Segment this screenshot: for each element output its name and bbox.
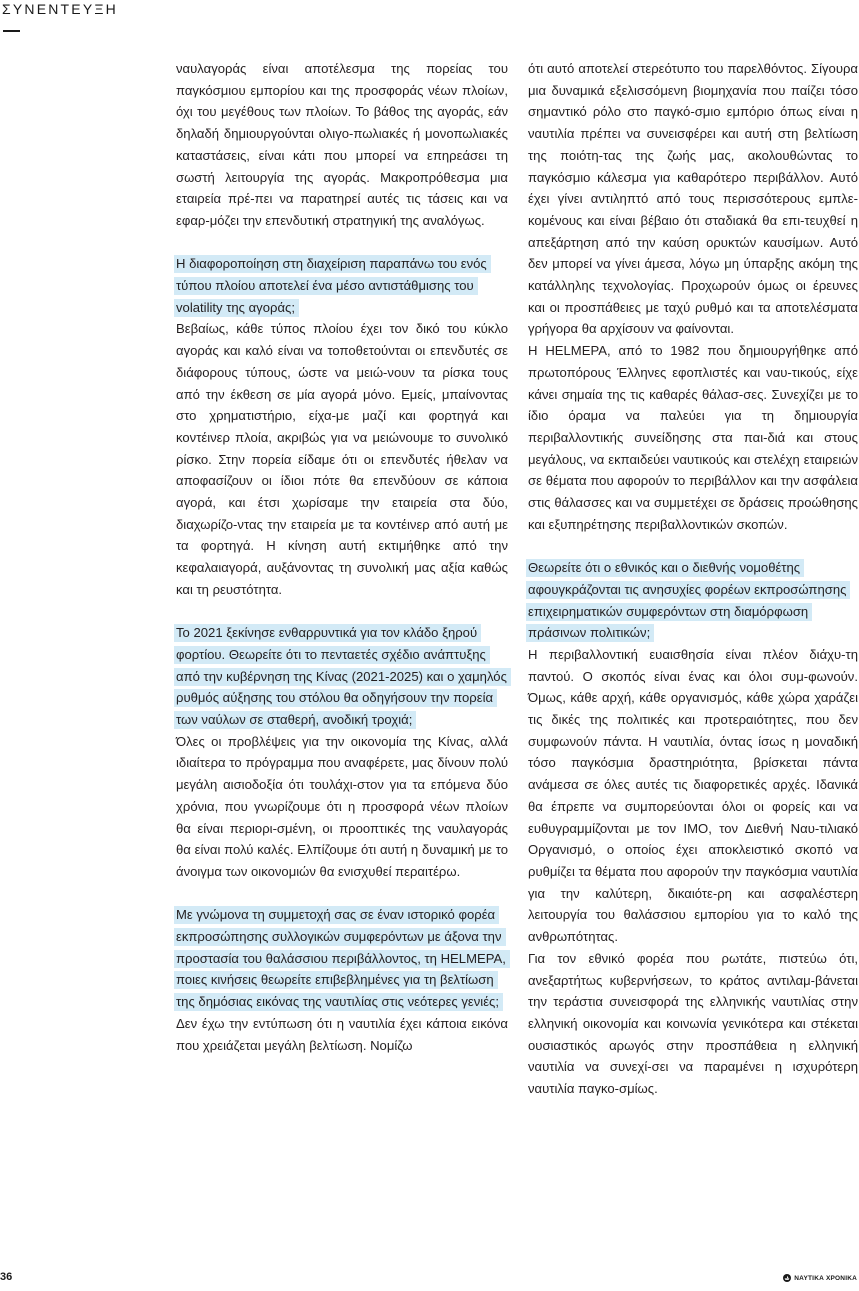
right-column: [528, 58, 858, 1100]
question-text: Το 2021 ξεκίνησε ενθαρρυντικά για τον κλάδο ξηρού φορτίου. Θεωρείτε ότι το πενταετές σχέδιο ανάπτυξης από την κυβέρνηση της Κίνας (2021-2025) και ο χαμηλός ρυθμός αύξησης του στόλου θα οδηγήσουν την πορεία των ναύλων σε σταθερή, ανοδική τροχιά;: [176, 625, 507, 728]
question-text: Θεωρείτε ότι ο εθνικός και ο διεθνής νομοθέτης αφουγκράζονται τις ανησυχίες φορέων εκπροσώπησης επιχειρηματικών συμφερόντων στη διαμόρφωση πράσινων πολιτικών;: [528, 560, 847, 641]
interview-question: [176, 904, 508, 1013]
interview-question: [528, 557, 858, 644]
question-text: Η διαφοροποίηση στη διαχείριση παραπάνω του ενός τύπου πλοίου αποτελεί ένα μέσο αντιστάθμισης του volatility της αγοράς;: [176, 256, 487, 315]
left-column: [176, 58, 508, 1056]
answer-paragraph: Για τον εθνικό φορέα που ρωτάτε, πιστεύω ότι, ανεξαρτήτως κυβερνήσεων, το κράτος αντιλαμ-βάνεται την τεράστια συνεισφορά της ελληνικής ναυτιλίας στην ελληνική οικονομία και κοινωνία γενικότερα και στέκεται ουσιαστικός αρωγός στην προσπάθεια η ελληνική ναυτιλία να συνεχί-σει να παραμένει η ισχυρότερη ναυτιλία παγκο-σμίως.: [528, 950, 858, 1097]
answer-paragraph: Η HELMEPA, από το 1982 που δημιουργήθηκε από πρωτοπόρους Έλληνες εφοπλιστές και ναυ-τικούς, είχε κάνει σημαία της τις καθαρές θάλασ-σες. Συνεχίζει με το ίδιο όραμα να παλεύει για τη δημιουργία περιβαλλοντικής συνείδησης στα παι-διά και στους μεγάλους, να εκπαιδεύει ναυτικούς και στελέχη εταιρειών σε θέματα που αφορούν το περιβάλλον και την ασφάλεια στις θάλασσες και να συμμετέχει σε δράσεις προώθησης και εξυπηρέτησης περιβαλλοντικών σκοπών.: [528, 343, 858, 532]
ship-logo-icon: [783, 1274, 791, 1282]
answer-paragraph: ότι αυτό αποτελεί στερεότυπο του παρελθόντος. Σίγουρα μια δυναμικά εξελισσόμενη βιομηχανία που παίζει τόσο σημαντικό ρόλο στο παγκό-σμιο εμπόριο όπως είναι η ναυτιλία πρέπει να συνεισφέρει και αυτή στη βελτίωση της ποιότη-τας της ζωής μας, ακολουθώντας το παγκόσμιο κάλεσμα για καθαρότερο περιβάλλον. Αυτό έχει γίνει αντιληπτό από τους περισσότερους εμπλε-κομένους και είναι βέβαιο ότι σταδιακά θα επι-τευχθεί η απεξάρτηση από την καύση ορυκτών καυσίμων. Αυτό δεν μπορεί να γίνει άμεσα, λόγω μη ύπαρξης ακόμη της κατάλληλης τεχνολογίας. Προχωρούν όμως οι έρευνες και οι προσπάθειες με ταχύ ρυθμό και τα αποτελέσματα γρήγορα θα αρχίσουν να φαίνονται.: [528, 61, 858, 337]
section-label: ΣΥΝΕΝΤΕΥΞΗ: [2, 1, 118, 17]
answer-paragraph: ναυλαγοράς είναι αποτέλεσμα της πορείας του παγκόσμιου εμπορίου και της προσφοράς νέων πλοίων, όχι του μεγέθους των πλοίων. Το βάθος της αγοράς, εάν δηλαδή δημιουργούνται ολιγο-πωλιακές ή μονοπωλιακές καταστάσεις, είναι κάτι που μπορεί να επηρεάσει τη σωστή λειτουργία της αγοράς. Μακροπρόθεσμα μια εταιρεία πρέ-πει να παρατηρεί αυτές τις τάσεις και να εφαρ-μόζει την επενδυτική στρατηγική της αναλόγως.: [176, 61, 508, 228]
page-number: 36: [0, 1271, 13, 1283]
publication-brand: [783, 1274, 857, 1282]
interview-question: [176, 253, 508, 318]
section-divider: [3, 30, 20, 32]
answer-paragraph: Όλες οι προβλέψεις για την οικονομία της Κίνας, αλλά ιδιαίτερα το πρόγραμμα που αναφέρετε, μας δίνουν πολύ μεγάλη αισιοδοξία ότι τουλάχι-στον για τα επόμενα δύο χρόνια, που γνωρίζουμε ότι η προσφορά νέων πλοίων θα είναι περιορι-σμένη, οι προοπτικές της ναυλαγοράς θα είναι πολύ καλές. Ελπίζουμε ότι αυτή η δυναμική με το άνοιγμα των οικονομιών θα ενισχυθεί περαιτέρω.: [176, 733, 508, 879]
answer-paragraph: Δεν έχω την εντύπωση ότι η ναυτιλία έχει κάποια εικόνα που χρειάζεται μεγάλη βελτίωση. Νομίζω: [176, 1015, 508, 1053]
brand-name: ΝΑΥΤΙΚΑ ΧΡΟΝΙΚΑ: [794, 1274, 857, 1282]
answer-paragraph: Βεβαίως, κάθε τύπος πλοίου έχει τον δικό του κύκλο αγοράς και καλό είναι να τοποθετούνται οι επενδυτές σε διάφορους τύπους, ώστε να μειώ-νουν τα ρίσκα τους από την έκθεση σε μία αγορά μόνο. Εμείς, μπαίνοντας στο χρηματιστήριο, είχα-με μαζί και φορτηγά και κοντέινερ πλοία, ακριβώς για να μειώνουμε το συνολικό ρίσκο. Στην πορεία είδαμε ότι οι επενδυτές ήθελαν να αποφασίζουν οι ίδιοι πότε θα επενδύουν σε κάποια αγορά, και έτσι χωρίσαμε την εταιρεία στα δύο, διαχωρίζο-ντας την εταιρεία με τα κοντέινερ από αυτή με τα φορτηγά. Η κίνηση αυτή εκτιμήθηκε από την κεφαλαιαγορά, αυξάνοντας τη συνολική μας αξία καθώς και τη ρευστότητα.: [176, 321, 508, 597]
answer-paragraph: Η περιβαλλοντική ευαισθησία είναι πλέον διάχυ-τη παντού. Ο σκοπός είναι ένας και όλοι συμ-φωνούν. Όμως, κάθε αρχή, κάθε οργανισμός, κάθε χώρα χαράζει τις δικές της πολιτικές και προτεραιότητες, που δεν συμφωνούν πάντα. Η ναυτιλία, όντας ίσως η μοναδική τόσο παγκόσμια δραστηριότητα, βρίσκεται πάντα ανάμεσα σε όλες αυτές τις διαφορετικές αρχές. Ιδανικά θα έπρεπε να συμπορεύονται όλοι οι φορείς και να ευθυγραμμίζονται με τον ΙΜΟ, τον Διεθνή Ναυ-τιλιακό Οργανισμό, ο οποίος έχει αποκλειστικό σκοπό να ρυθμίζει τα θέματα που αφορούν την παγκόσμια ναυτιλία για την καλύτερη, δικαιότε-ρη και ασφαλέστερη λειτουργία του θαλάσσιου εμπορίου για το καλό της ανθρωπότητας.: [528, 646, 858, 945]
question-text: Με γνώμονα τη συμμετοχή σας σε έναν ιστορικό φορέα εκπροσώπησης συλλογικών συμφερόντων με άξονα την προστασία του θαλάσσιου περιβάλλοντος, τη HELMEPA, ποιες κινήσεις θεωρείτε επιβεβλημένες για τη βελτίωση της δημόσιας εικόνας της ναυτιλίας στις νεότερες γενιές;: [176, 907, 506, 1010]
interview-question: [176, 622, 508, 731]
